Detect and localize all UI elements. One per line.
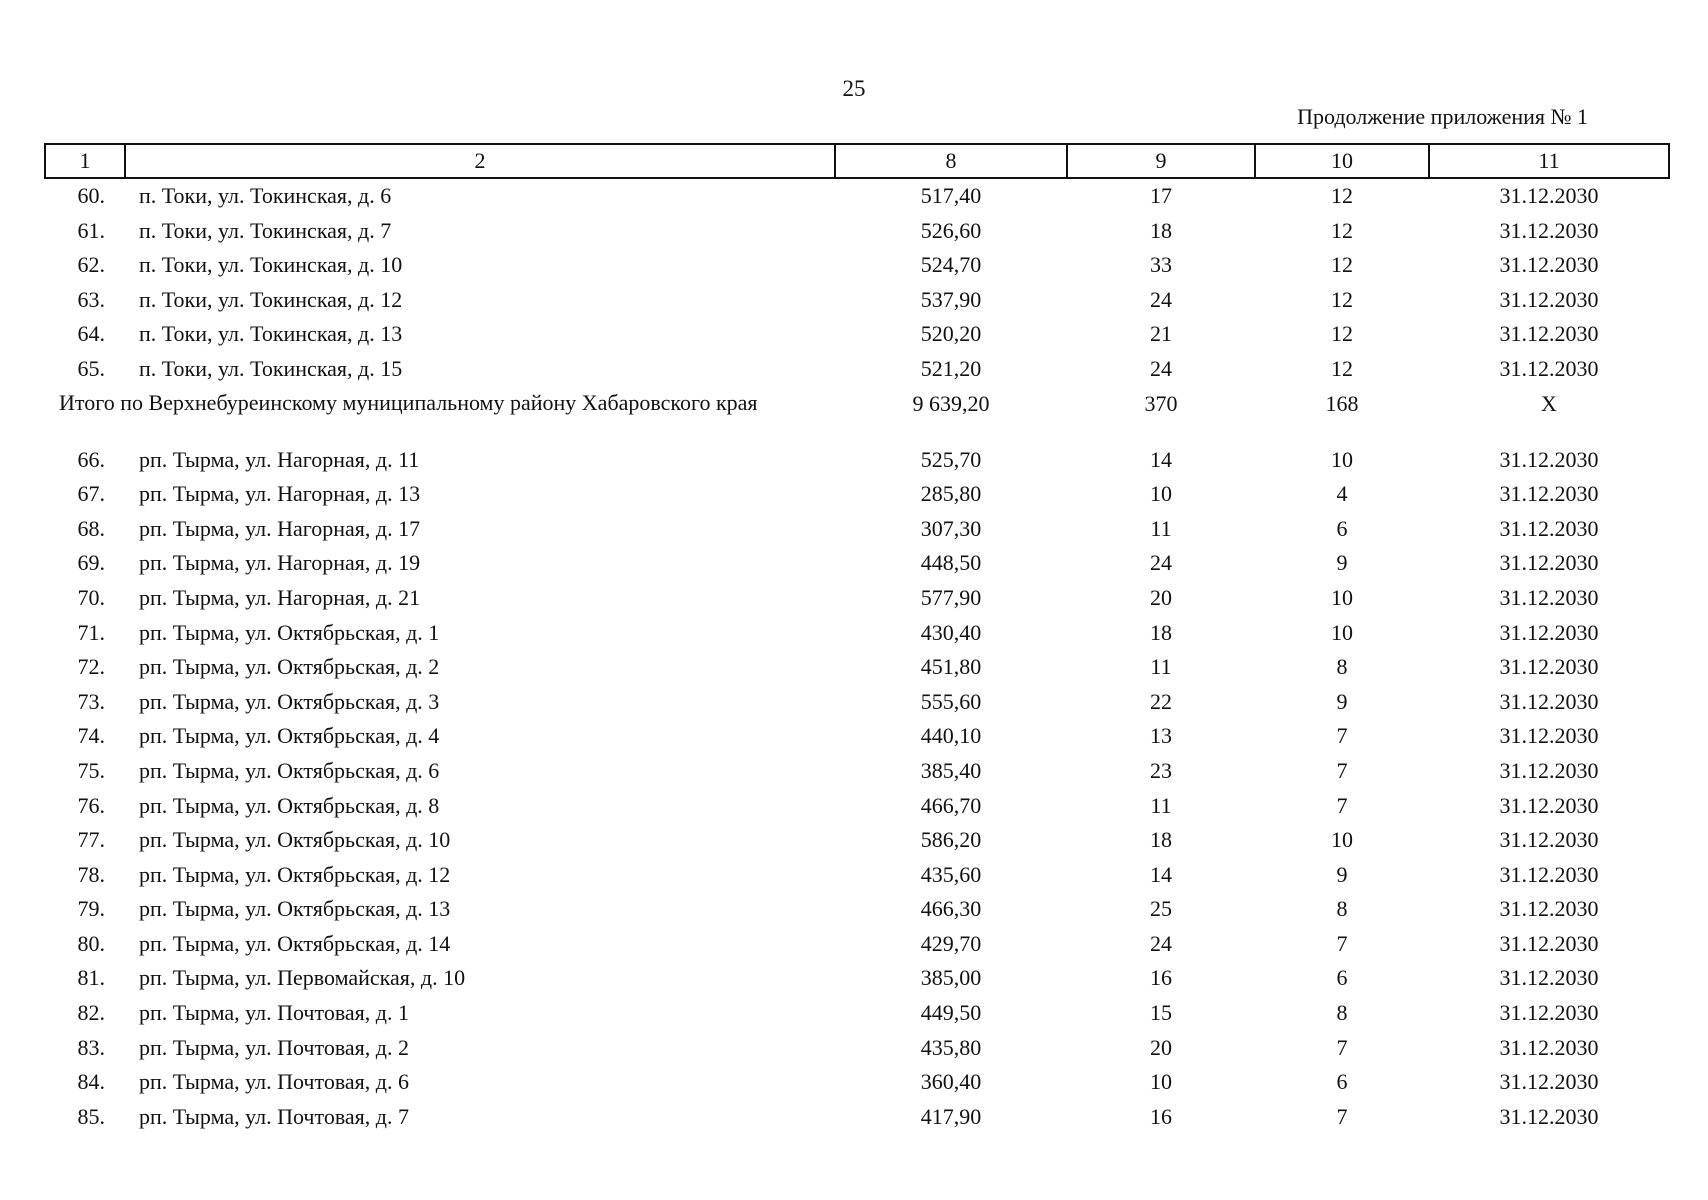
row-number: 79. bbox=[77, 896, 105, 922]
table-row bbox=[45, 214, 1669, 249]
row-col-9: 17 bbox=[1150, 183, 1172, 208]
header-col-9: 9 bbox=[1067, 144, 1255, 178]
row-col-10: 10 bbox=[1331, 827, 1353, 853]
row-address: рп. Тырма, ул. Почтовая, д. 1 bbox=[139, 1000, 409, 1026]
row-col-9: 21 bbox=[1150, 321, 1172, 347]
row-address: рп. Тырма, ул. Нагорная, д. 19 bbox=[139, 550, 421, 576]
row-col-8: 526,60 bbox=[920, 217, 982, 243]
table-row bbox=[45, 754, 1669, 789]
table-row bbox=[45, 719, 1669, 754]
table-row bbox=[45, 546, 1669, 581]
row-col-9: 22 bbox=[1150, 688, 1172, 714]
row-col-11: 31.12.2030 bbox=[1499, 584, 1599, 610]
row-address: п. Токи, ул. Токинская, д. 13 bbox=[139, 321, 403, 347]
row-col-11: 31.12.2030 bbox=[1499, 481, 1599, 507]
row-col-11: 31.12.2030 bbox=[1499, 1103, 1599, 1129]
row-number: 61. bbox=[77, 217, 105, 243]
row-col-11: 31.12.2030 bbox=[1499, 183, 1599, 208]
row-number: 80. bbox=[77, 930, 105, 956]
row-col-8: 525,70 bbox=[920, 446, 982, 472]
row-address: рп. Тырма, ул. Нагорная, д. 13 bbox=[139, 481, 421, 507]
table-row bbox=[45, 650, 1669, 685]
row-col-8: 285,80 bbox=[920, 481, 982, 507]
row-number: 75. bbox=[77, 757, 105, 783]
row-col-11: 31.12.2030 bbox=[1499, 515, 1599, 541]
appendix-continuation-label: Продолжение приложения № 1 bbox=[1297, 104, 1588, 129]
row-col-8: 577,90 bbox=[920, 584, 982, 610]
table-row bbox=[45, 823, 1669, 858]
row-address: рп. Тырма, ул. Октябрьская, д. 4 bbox=[139, 723, 440, 749]
row-col-11: 31.12.2030 bbox=[1499, 286, 1599, 312]
row-col-8: 435,80 bbox=[920, 1034, 982, 1060]
row-col-9: 20 bbox=[1150, 1034, 1172, 1060]
row-col-11: 31.12.2030 bbox=[1499, 654, 1599, 680]
row-address: рп. Тырма, ул. Октябрьская, д. 8 bbox=[139, 792, 440, 818]
row-number: 85. bbox=[77, 1103, 105, 1129]
table-row bbox=[45, 961, 1669, 996]
total-row bbox=[45, 387, 1669, 443]
row-col-9: 10 bbox=[1150, 1069, 1172, 1095]
row-col-9: 11 bbox=[1150, 792, 1172, 818]
row-col-10: 10 bbox=[1331, 446, 1353, 472]
row-number: 84. bbox=[77, 1069, 105, 1095]
row-col-10: 6 bbox=[1336, 515, 1348, 541]
row-col-8: 517,40 bbox=[920, 183, 982, 208]
row-number: 67. bbox=[77, 481, 105, 507]
row-col-8: 307,30 bbox=[920, 515, 982, 541]
row-number: 77. bbox=[77, 827, 105, 853]
row-address: рп. Тырма, ул. Октябрьская, д. 14 bbox=[139, 930, 451, 956]
row-col-10: 6 bbox=[1336, 965, 1348, 991]
table-row bbox=[45, 1100, 1669, 1135]
row-address: п. Токи, ул. Токинская, д. 6 bbox=[139, 183, 392, 208]
row-col-9: 16 bbox=[1150, 1103, 1172, 1129]
row-col-10: 12 bbox=[1331, 252, 1353, 278]
row-address: п. Токи, ул. Токинская, д. 10 bbox=[139, 252, 403, 278]
table-row bbox=[45, 685, 1669, 720]
row-col-8: 451,80 bbox=[920, 654, 982, 680]
row-col-8: 520,20 bbox=[920, 321, 982, 347]
header-col-1: 1 bbox=[45, 144, 125, 178]
row-col-8: 555,60 bbox=[920, 688, 982, 714]
row-col-10: 12 bbox=[1331, 355, 1353, 381]
row-col-11: 31.12.2030 bbox=[1499, 446, 1599, 472]
row-col-10: 8 bbox=[1336, 896, 1348, 922]
row-number: 64. bbox=[77, 321, 105, 347]
row-number: 82. bbox=[77, 1000, 105, 1026]
header-col-2: 2 bbox=[125, 144, 835, 178]
row-col-11: 31.12.2030 bbox=[1499, 1000, 1599, 1026]
row-col-11: 31.12.2030 bbox=[1499, 321, 1599, 347]
row-address: рп. Тырма, ул. Октябрьская, д. 2 bbox=[139, 654, 440, 680]
table-row bbox=[45, 1065, 1669, 1100]
row-col-9: 24 bbox=[1150, 930, 1172, 956]
table-row bbox=[45, 789, 1669, 824]
row-number: 68. bbox=[77, 515, 105, 541]
row-number: 72. bbox=[77, 654, 105, 680]
row-col-10: 4 bbox=[1336, 481, 1348, 507]
row-number: 66. bbox=[77, 446, 105, 472]
row-col-10: 7 bbox=[1336, 723, 1348, 749]
total-col-9: 370 bbox=[1144, 390, 1178, 416]
total-col-8: 9 639,20 bbox=[912, 390, 990, 416]
table-body-group-a bbox=[45, 178, 1669, 387]
row-number: 69. bbox=[77, 550, 105, 576]
table-row bbox=[45, 927, 1669, 962]
row-address: рп. Тырма, ул. Первомайская, д. 10 bbox=[139, 965, 466, 991]
header-col-11: 11 bbox=[1429, 144, 1669, 178]
row-address: рп. Тырма, ул. Почтовая, д. 2 bbox=[139, 1034, 409, 1060]
row-col-11: 31.12.2030 bbox=[1499, 355, 1599, 381]
row-col-9: 15 bbox=[1150, 1000, 1172, 1026]
row-col-9: 24 bbox=[1150, 286, 1172, 312]
row-col-9: 14 bbox=[1150, 861, 1172, 887]
row-number: 70. bbox=[77, 584, 105, 610]
row-col-8: 440,10 bbox=[920, 723, 982, 749]
row-address: рп. Тырма, ул. Почтовая, д. 6 bbox=[139, 1069, 409, 1095]
row-number: 78. bbox=[77, 861, 105, 887]
row-col-10: 7 bbox=[1336, 930, 1348, 956]
row-address: п. Токи, ул. Токинская, д. 15 bbox=[139, 355, 403, 381]
row-col-8: 429,70 bbox=[920, 930, 982, 956]
table-row bbox=[45, 996, 1669, 1031]
row-col-9: 24 bbox=[1150, 355, 1172, 381]
row-col-10: 6 bbox=[1336, 1069, 1348, 1095]
total-label: Итого по Верхнебуреинскому муниципальному району Хабаровского края bbox=[59, 389, 758, 415]
table-row bbox=[45, 512, 1669, 547]
header-row bbox=[45, 144, 1669, 178]
header-col-8: 8 bbox=[835, 144, 1067, 178]
row-col-8: 435,60 bbox=[920, 861, 982, 887]
row-col-9: 10 bbox=[1150, 481, 1172, 507]
row-col-10: 8 bbox=[1336, 654, 1348, 680]
row-col-10: 10 bbox=[1331, 619, 1353, 645]
row-col-9: 13 bbox=[1150, 723, 1172, 749]
row-col-11: 31.12.2030 bbox=[1499, 1034, 1599, 1060]
table-header bbox=[45, 144, 1669, 178]
total-col-10: 168 bbox=[1325, 390, 1359, 416]
row-col-9: 33 bbox=[1150, 252, 1172, 278]
row-col-8: 586,20 bbox=[920, 827, 982, 853]
total-col-11: Х bbox=[1541, 390, 1557, 416]
row-address: рп. Тырма, ул. Октябрьская, д. 3 bbox=[139, 688, 440, 714]
row-number: 60. bbox=[77, 183, 105, 208]
row-col-11: 31.12.2030 bbox=[1499, 827, 1599, 853]
row-col-10: 9 bbox=[1336, 550, 1348, 576]
row-col-8: 448,50 bbox=[920, 550, 982, 576]
row-address: рп. Тырма, ул. Октябрьская, д. 6 bbox=[139, 757, 440, 783]
row-col-8: 524,70 bbox=[920, 252, 982, 278]
row-col-9: 18 bbox=[1150, 217, 1172, 243]
row-number: 76. bbox=[77, 792, 105, 818]
row-col-8: 385,40 bbox=[920, 757, 982, 783]
row-col-10: 7 bbox=[1336, 1103, 1348, 1129]
row-number: 63. bbox=[77, 286, 105, 312]
row-col-8: 537,90 bbox=[920, 286, 982, 312]
row-address: п. Токи, ул. Токинская, д. 7 bbox=[139, 217, 392, 243]
row-col-8: 430,40 bbox=[920, 619, 982, 645]
row-col-9: 14 bbox=[1150, 446, 1172, 472]
row-col-11: 31.12.2030 bbox=[1499, 688, 1599, 714]
header-col-10: 10 bbox=[1255, 144, 1429, 178]
row-col-10: 7 bbox=[1336, 757, 1348, 783]
row-col-9: 11 bbox=[1150, 654, 1172, 680]
row-col-11: 31.12.2030 bbox=[1499, 550, 1599, 576]
row-col-11: 31.12.2030 bbox=[1499, 896, 1599, 922]
row-address: рп. Тырма, ул. Почтовая, д. 7 bbox=[139, 1103, 409, 1129]
row-number: 81. bbox=[77, 965, 105, 991]
table-row bbox=[45, 892, 1669, 927]
appendix-table bbox=[44, 143, 1670, 1134]
row-col-8: 521,20 bbox=[920, 355, 982, 381]
row-col-10: 12 bbox=[1331, 321, 1353, 347]
table-total-group bbox=[45, 387, 1669, 443]
row-col-11: 31.12.2030 bbox=[1499, 217, 1599, 243]
row-number: 83. bbox=[77, 1034, 105, 1060]
row-col-8: 466,70 bbox=[920, 792, 982, 818]
row-number: 73. bbox=[77, 688, 105, 714]
row-col-11: 31.12.2030 bbox=[1499, 930, 1599, 956]
row-col-10: 12 bbox=[1331, 286, 1353, 312]
table-row bbox=[45, 317, 1669, 352]
row-address: рп. Тырма, ул. Нагорная, д. 21 bbox=[139, 584, 421, 610]
row-number: 62. bbox=[77, 252, 105, 278]
row-col-11: 31.12.2030 bbox=[1499, 757, 1599, 783]
row-col-10: 7 bbox=[1336, 1034, 1348, 1060]
row-col-11: 31.12.2030 bbox=[1499, 1069, 1599, 1095]
row-address: рп. Тырма, ул. Нагорная, д. 11 bbox=[139, 446, 420, 472]
row-col-10: 7 bbox=[1336, 792, 1348, 818]
table-body-group-b bbox=[45, 443, 1669, 1135]
row-col-9: 18 bbox=[1150, 827, 1172, 853]
table-row bbox=[45, 477, 1669, 512]
table-row bbox=[45, 443, 1669, 478]
table-row bbox=[45, 616, 1669, 651]
row-col-8: 417,90 bbox=[920, 1103, 982, 1129]
table-row bbox=[45, 858, 1669, 893]
table-row bbox=[45, 1031, 1669, 1066]
row-col-8: 360,40 bbox=[920, 1069, 982, 1095]
table-row bbox=[45, 352, 1669, 387]
row-col-9: 18 bbox=[1150, 619, 1172, 645]
row-col-11: 31.12.2030 bbox=[1499, 792, 1599, 818]
row-col-9: 25 bbox=[1150, 896, 1172, 922]
row-col-10: 9 bbox=[1336, 861, 1348, 887]
row-col-8: 466,30 bbox=[920, 896, 982, 922]
row-address: п. Токи, ул. Токинская, д. 12 bbox=[139, 286, 403, 312]
row-number: 74. bbox=[77, 723, 105, 749]
row-col-8: 449,50 bbox=[920, 1000, 982, 1026]
row-col-10: 12 bbox=[1331, 217, 1353, 243]
row-col-9: 24 bbox=[1150, 550, 1172, 576]
row-address: рп. Тырма, ул. Октябрьская, д. 13 bbox=[139, 896, 451, 922]
row-col-11: 31.12.2030 bbox=[1499, 723, 1599, 749]
row-address: рп. Тырма, ул. Октябрьская, д. 1 bbox=[139, 619, 440, 645]
row-col-11: 31.12.2030 bbox=[1499, 965, 1599, 991]
row-col-10: 10 bbox=[1331, 584, 1353, 610]
row-col-10: 12 bbox=[1331, 183, 1353, 208]
row-col-10: 8 bbox=[1336, 1000, 1348, 1026]
row-col-9: 16 bbox=[1150, 965, 1172, 991]
row-address: рп. Тырма, ул. Нагорная, д. 17 bbox=[139, 515, 421, 541]
row-address: рп. Тырма, ул. Октябрьская, д. 12 bbox=[139, 861, 451, 887]
row-number: 65. bbox=[77, 355, 105, 381]
row-col-9: 11 bbox=[1150, 515, 1172, 541]
row-col-11: 31.12.2030 bbox=[1499, 861, 1599, 887]
row-col-8: 385,00 bbox=[920, 965, 982, 991]
row-number: 71. bbox=[77, 619, 105, 645]
page-number: 25 bbox=[842, 76, 866, 101]
row-col-10: 9 bbox=[1336, 688, 1348, 714]
row-col-11: 31.12.2030 bbox=[1499, 619, 1599, 645]
row-col-9: 23 bbox=[1150, 757, 1172, 783]
table-row bbox=[45, 178, 1669, 214]
row-col-9: 20 bbox=[1150, 584, 1172, 610]
table-row bbox=[45, 283, 1669, 318]
table-row bbox=[45, 581, 1669, 616]
row-col-11: 31.12.2030 bbox=[1499, 252, 1599, 278]
table-row bbox=[45, 248, 1669, 283]
row-address: рп. Тырма, ул. Октябрьская, д. 10 bbox=[139, 827, 451, 853]
